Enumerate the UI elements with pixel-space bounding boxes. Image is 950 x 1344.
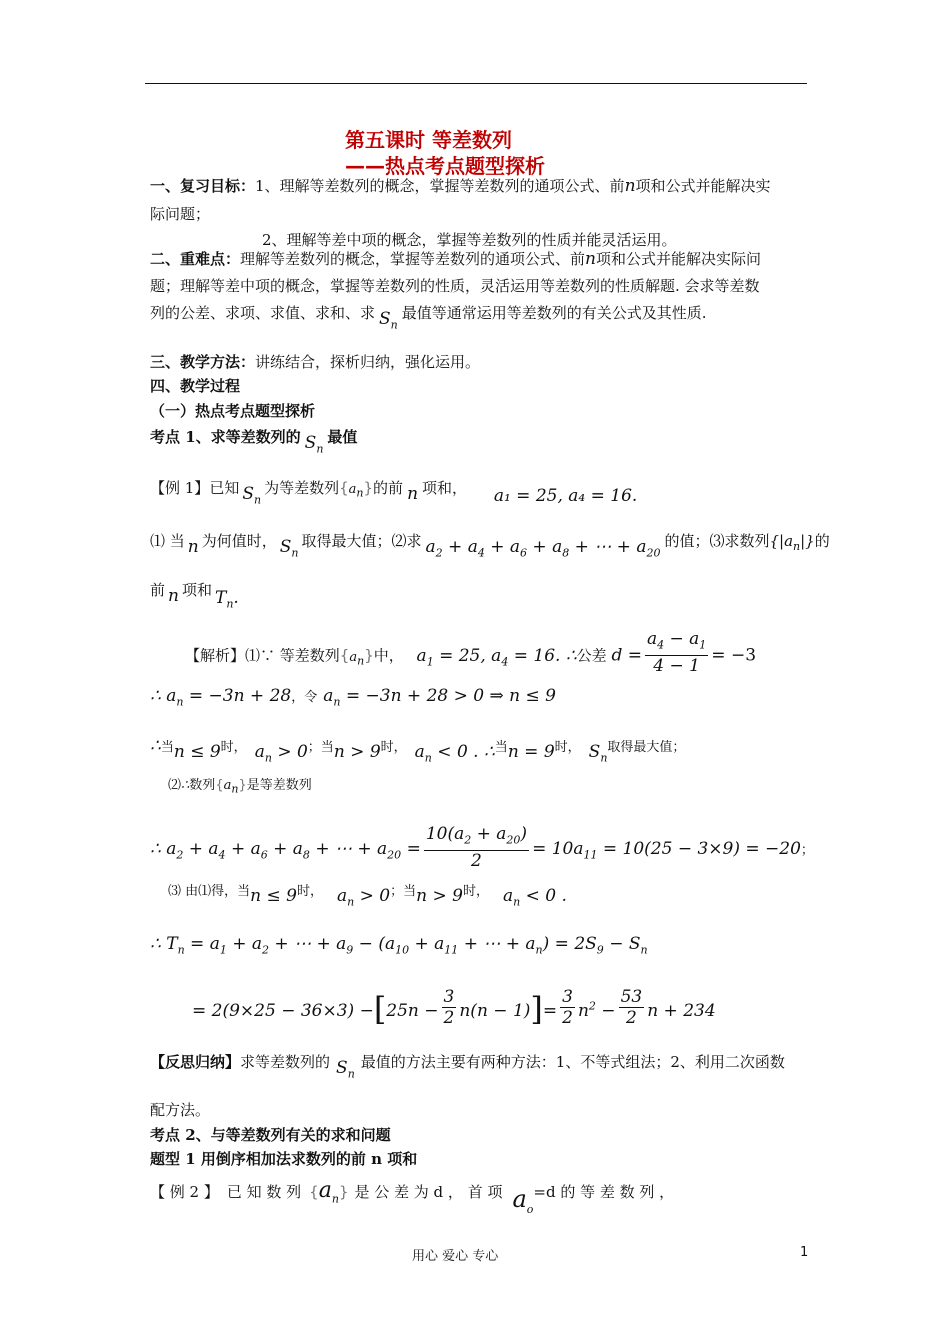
section-1-line-2: 际问题；	[150, 205, 211, 223]
solution-line-6: ⑶ 由⑴得，当n ≤ 9时， $a_n > 0$；当n > 9时， $a_n < 0$ .	[168, 884, 567, 909]
page-number: 1	[800, 1245, 809, 1260]
section-3-line: 三、教学方法：讲练结合，探析归纳，强化运用。	[150, 353, 481, 371]
section-2-line-2: 题；理解等差中项的概念，掌握等差数列的性质，灵活运用等差数列的性质解题. 会求等差数	[150, 277, 760, 295]
solution-line-5: ∴ $a_2 + a_4 + a_6 + a_8$ + ⋯ + $a_{20}$ = $\frac{10(a_2 + a_{20})}{2}$ = $10a_{11} = 10(25 - 3\times 9) = -20$；	[150, 824, 814, 872]
example-1-question-line-2: 前 n 项和 $T_n$.	[150, 581, 239, 611]
title-line-1: 第五课时 等差数列	[345, 128, 512, 152]
section-1-line-1: 一、复习目标：1、理解等差数列的概念，掌握等差数列的通项公式、前n项和公式并能解决实	[150, 176, 771, 196]
section-1-label: 一、复习目标：	[150, 177, 256, 195]
part-1-label: （一）热点考点题型探析	[150, 402, 316, 420]
section-2-line-1: 二、重难点：理解等差数列的概念，掌握等差数列的通项公式、前n项和公式并能解决实际问	[150, 249, 761, 269]
header-rule	[145, 83, 807, 84]
solution-line-4: ⑵∴数列$\{a_n\}$是等差数列	[168, 778, 312, 796]
section-2-label: 二、重难点：	[150, 250, 241, 268]
reflection-line-1: 【反思归纳】求等差数列的 $S_n$最值的方法主要有两种方法：1、不等式组法；2、利用二次函数	[150, 1053, 785, 1081]
section-1-item-2: 2、理解等差中项的概念，掌握等差数列的性质并能灵活运用。	[262, 231, 677, 249]
reflection-line-2: 配方法。	[150, 1101, 211, 1119]
kaodian-1-label: 考点 1、求等差数列的 $S_n$最值	[150, 428, 358, 456]
solution-line-1: 【解析】⑴∵ 等差数列$\{a_n\}$中， $a_1 = 25$, $a_4 = 16$. ∴公差 d = $\frac{a_4 - a_1}{4 - 1}$ = −3	[185, 629, 757, 677]
example-1-question-line: ⑴ 当 n 为何值时， $S_n$取得最大值；⑵求 $a_2 + a_4 + a_6 + a_8$ + ⋯ + $a_{20}$的值；⑶求数列$\{|a_n|\}$的	[150, 532, 830, 560]
solution-line-8: = 2(9×25 − 36×3) −[25n − $\frac{3}{2}$ n(n − 1)]= $\frac{3}{2}$ $n^2$ − $\frac{53}{2}$ n + 234	[192, 987, 716, 1028]
solution-line-7: ∴ $T_n = a_1 + a_2$ + ⋯ + $a_9 - (a_{10} + a_{11}$ + ⋯ + $a_n) = 2S_9 - S_n$	[150, 934, 648, 957]
title-line-2: ——热点考点题型探析	[345, 154, 545, 178]
kaodian-2-label: 考点 2、与等差数列有关的求和问题	[150, 1126, 391, 1144]
example-2-line: 【 例 2 】 已 知 数 列 $\{a_n\}$ 是 公 差 为 d ， 首 项 $a_o=d$ 的 等 差 数 列 ，	[150, 1178, 675, 1216]
tixing-1-label: 题型 1 用倒序相加法求数列的前 n 项和	[150, 1150, 418, 1168]
solution-line-2: ∴ $a_n = -3n + 28$，令 $a_n = -3n + 28 > 0$ ⇒ n ≤ 9	[150, 686, 556, 709]
section-4-label: 四、教学过程	[150, 377, 241, 395]
solution-line-3: ∴当n ≤ 9时， $a_n > 0$；当n > 9时， $a_n < 0$ . ∴当n = 9时， $S_n$取得最大值；	[150, 736, 686, 765]
footer-text: 用心 爱心 专心	[412, 1249, 499, 1264]
section-2-line-3: 列的公差、求项、求值、求和、求 $S_n$最值等通常运用等差数列的有关公式及其性质.	[150, 304, 707, 332]
example-1-condition: a₁ = 25, a₄ = 16.	[493, 486, 638, 506]
example-1-line-1: 【例 1】已知 $S_n$为等差数列$\{a_n\}$的前 n 项和， a₁ = 25, a₄ = 16.	[150, 479, 638, 507]
